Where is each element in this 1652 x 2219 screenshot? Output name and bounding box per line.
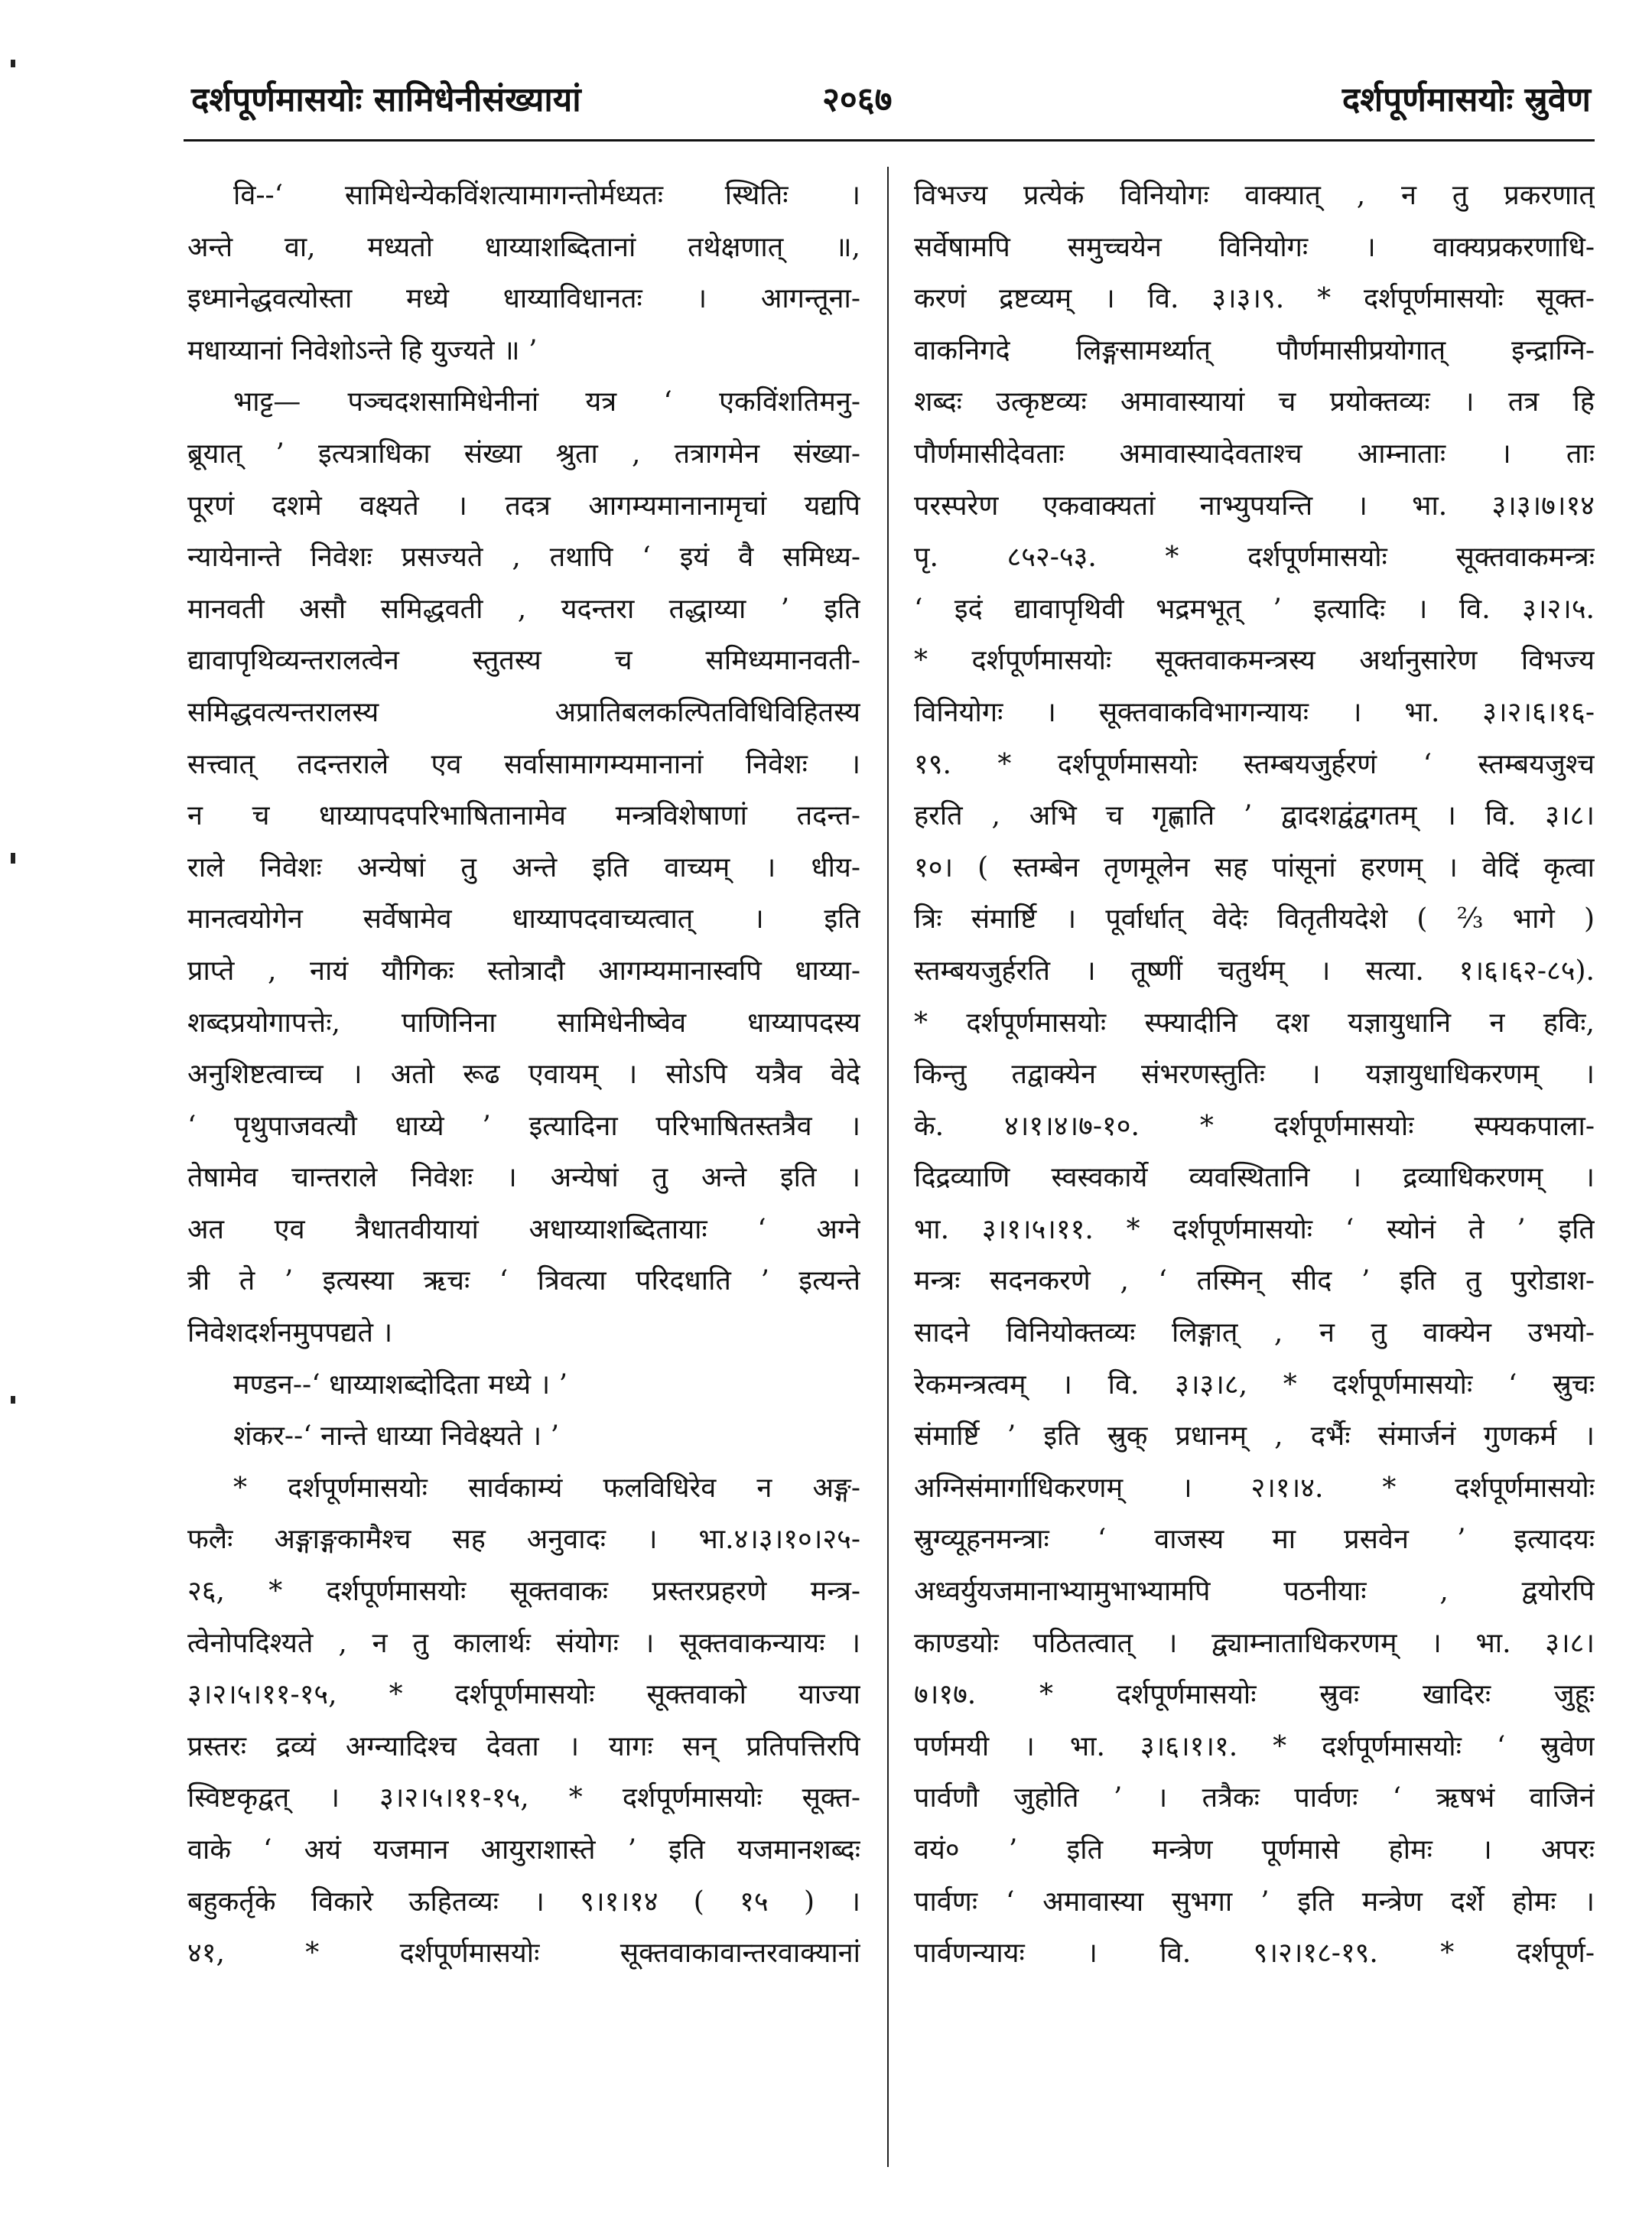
text-line: करणं द्रष्टव्यम् । वि. ३।३।९. * दर्शपूर्णमासयोः सूक्त- — [914, 283, 1595, 315]
header-rule — [184, 139, 1595, 142]
margin-speck — [11, 853, 15, 864]
text-line: स्विष्टकृद्वत् । ३।२।५।११-१५, * दर्शपूर्णमासयोः सूक्त- — [187, 1782, 860, 1814]
text-line: स्तम्बयजुर्हरति । तूष्णीं चतुर्थम् । सत्या. १।६।६२-८५). — [914, 955, 1595, 987]
text-line: वाके ‘ अयं यजमान आयुराशास्ते ’ इति यजमानशब्दः — [187, 1834, 860, 1866]
text-line: परस्परेण एकवाक्यतां नाभ्युपयन्ति । भा. ३।३।७।१४ — [914, 490, 1595, 522]
text-line: हरति , अभि च गृह्णाति ’ द्वादशद्वंद्वगतम् । वि. ३।८। — [914, 800, 1595, 832]
text-line: रेकमन्त्रत्वम् । वि. ३।३।८, * दर्शपूर्णमासयोः ‘ स्रुचः — [914, 1368, 1595, 1401]
text-line: सर्वेषामपि समुच्चयेन विनियोगः । वाक्यप्रकरणाधि- — [914, 231, 1595, 263]
header-left-title: दर्शपूर्णमासयोः सामिधेनीसंख्यायां — [191, 80, 581, 119]
text-line: अग्निसंमार्गाधिकरणम् । २।१।४. * दर्शपूर्णमासयोः — [914, 1472, 1595, 1504]
right-column — [914, 170, 1595, 1980]
text-line: शब्दप्रयोगापत्तेः, पाणिनिना सामिधेनीष्वेव धाय्यापदस्य — [187, 1007, 860, 1039]
header-right-title: दर्शपूर्णमासयोः स्रुवेण — [1341, 80, 1591, 119]
text-line: काण्डयोः पठितत्वात् । द्व्याम्नाताधिकरणम् । भा. ३।८। — [914, 1627, 1595, 1659]
text-line: वयं० ’ इति मन्त्रेण पूर्णमासे होमः । अपरः — [914, 1834, 1595, 1866]
text-line: मानवती असौ समिद्धवती , यदन्तरा तद्धाय्या ’ इति — [187, 593, 860, 625]
text-line: ७।१७. * दर्शपूर्णमासयोः स्रुवः खादिरः जुहूः — [914, 1679, 1595, 1711]
column-divider — [887, 167, 889, 2167]
text-line: ‘ इदं द्यावापृथिवी भद्रमभूत् ’ इत्यादिः । वि. ३।२।५. — [914, 593, 1595, 625]
text-line: अनुशिष्टत्वाच्च । अतो रूढ एवायम् । सोऽपि यत्रैव वेदे — [187, 1059, 860, 1091]
text-line: पौर्णमासीदेवताः अमावास्यादेवताश्च आम्नाताः । ताः — [914, 438, 1595, 470]
text-line: पार्वणः ‘ अमावास्या सुभगा ’ इति मन्त्रेण दर्शे होमः । — [914, 1885, 1595, 1918]
text-line: पार्वणौ जुहोति ’ । तत्रैकः पार्वणः ‘ ऋषभं वाजिनं — [914, 1782, 1595, 1814]
margin-speck — [11, 60, 15, 67]
text-line: त्री ते ’ इत्यस्या ऋचः ‘ त्रिवत्या परिदधाति ’ इत्यन्ते — [187, 1265, 860, 1297]
text-line: अन्ते वा, मध्यतो धाय्याशब्दितानां तथेक्षणात् ॥, — [187, 231, 860, 263]
text-line: * दर्शपूर्णमासयोः स्फ्यादीनि दश यज्ञायुधानि न हविः, — [914, 1007, 1595, 1039]
text-line: * दर्शपूर्णमासयोः सूक्तवाकमन्त्रस्य अर्थानुसारेण विभज्य — [914, 645, 1595, 677]
text-line: बहुकर्तृके विकारे ऊहितव्यः । ९।१।१४ ( १५ ) । — [187, 1885, 860, 1918]
text-line: दिद्रव्याणि स्वस्वकार्ये व्यवस्थितानि । द्रव्याधिकरणम् । — [914, 1162, 1595, 1194]
text-line: संमार्ष्टि ’ इति स्रुक् प्रधानम् , दर्भैः संमार्जनं गुणकर्म । — [914, 1420, 1595, 1453]
text-line: पार्वणन्यायः । वि. ९।२।१८-१९. * दर्शपूर्ण- — [914, 1938, 1595, 1970]
text-line: निवेशदर्शनमुपपद्यते । — [187, 1317, 393, 1349]
text-line: वि--‘ सामिधेन्येकविंशत्यामागन्तोर्मध्यतः स्थितिः । — [233, 180, 860, 211]
text-line: भा. ३।१।५।११. * दर्शपूर्णमासयोः ‘ स्योनं ते ’ इति — [914, 1213, 1595, 1245]
text-line: मन्त्रः सदनकरणे , ‘ तस्मिन् सीद ’ इति तु पुरोडाश- — [914, 1265, 1595, 1297]
text-line: ३।२।५।११-१५, * दर्शपूर्णमासयोः सूक्तवाको याज्या — [187, 1679, 860, 1711]
text-line: इध्मानेद्धवत्योस्ता मध्ये धाय्याविधानतः । आगन्तूना- — [187, 283, 860, 315]
text-line: द्यावापृथिव्यन्तरालत्वेन स्तुतस्य च समिध्यमानवती- — [187, 645, 860, 677]
text-line: समिद्धवत्यन्तरालस्य अप्रातिबलकल्पितविधिविहितस्य — [187, 696, 860, 728]
running-header — [191, 75, 1591, 129]
text-line: त्वेनोपदिश्यते , न तु कालार्थः संयोगः । सूक्तवाकन्यायः । — [187, 1627, 860, 1659]
text-line: के. ४।१।४।७-१०. * दर्शपूर्णमासयोः स्फ्यकपाला- — [914, 1110, 1595, 1142]
text-line: किन्तु तद्वाक्येन संभरणस्तुतिः । यज्ञायुधाधिकरणम् । — [914, 1059, 1595, 1091]
text-line: सत्त्वात् तदन्तराले एव सर्वासामागम्यमानानां निवेशः । — [187, 748, 860, 780]
text-line: ‘ पृथुपाजवत्यौ धाय्ये ’ इत्यादिना परिभाषितस्तत्रैव । — [187, 1110, 860, 1142]
text-line: तेषामेव चान्तराले निवेशः । अन्येषां तु अन्ते इति । — [187, 1162, 860, 1194]
text-line: २६, * दर्शपूर्णमासयोः सूक्तवाकः प्रस्तरप्रहरणे मन्त्र- — [187, 1576, 860, 1608]
left-column — [187, 170, 860, 1980]
text-line: विभज्य प्रत्येकं विनियोगः वाक्यात् , न तु प्रकरणात् — [914, 180, 1595, 211]
margin-speck — [11, 1396, 15, 1404]
text-line: फलैः अङ्गाङ्गकामैश्च सह अनुवादः । भा.४।३।१०।२५- — [187, 1524, 860, 1556]
text-line: ४१, * दर्शपूर्णमासयोः सूक्तवाकावान्तरवाक्यानां — [187, 1938, 860, 1970]
text-line: शंकर--‘ नान्ते धाय्या निवेक्ष्यते । ’ — [233, 1420, 560, 1453]
text-line: न च धाय्यापदपरिभाषितानामेव मन्त्रविशेषाणां तदन्त- — [187, 800, 860, 832]
text-line: * दर्शपूर्णमासयोः सार्वकाम्यं फलविधिरेव न अङ्ग- — [233, 1472, 860, 1504]
text-line: मण्डन--‘ धाय्याशब्दोदिता मध्ये । ’ — [233, 1368, 568, 1401]
text-line: मानत्वयोगेन सर्वेषामेव धाय्यापदवाच्यत्वात् । इति — [187, 903, 860, 935]
text-line: भाट्ट— पञ्चदशसामिधेनीनां यत्र ‘ एकविंशतिमनु- — [233, 386, 860, 418]
text-line: स्रुग्व्यूहनमन्त्राः ‘ वाजस्य मा प्रसवेन ’ इत्यादयः — [914, 1524, 1595, 1556]
text-line: प्रस्तरः द्रव्यं अग्न्यादिश्च देवता । यागः सन् प्रतिपत्तिरपि — [187, 1730, 860, 1762]
text-line: पर्णमयी । भा. ३।६।१।१. * दर्शपूर्णमासयोः ‘ स्रुवेण — [914, 1730, 1595, 1762]
text-line: न्यायेनान्ते निवेशः प्रसज्यते , तथापि ‘ इयं वै समिध्य- — [187, 542, 860, 574]
text-line: १९. * दर्शपूर्णमासयोः स्तम्बयजुर्हरणं ‘ स्तम्बयजुश्च — [914, 748, 1595, 780]
text-line: वाकनिगदे लिङ्गसामर्थ्यात् पौर्णमासीप्रयोगात् इन्द्राग्नि- — [914, 334, 1595, 366]
text-line: अत एव त्रैधातवीयायां अधाय्याशब्दितायाः ‘ अग्ने — [187, 1213, 860, 1245]
text-line: ब्रूयात् ’ इत्यत्राधिका संख्या श्रुता , तत्रागमेन संख्या- — [187, 438, 860, 470]
text-line: सादने विनियोक्तव्यः लिङ्गात् , न तु वाक्येन उभयो- — [914, 1317, 1595, 1349]
text-line: विनियोगः । सूक्तवाकविभागन्यायः । भा. ३।२।६।१६- — [914, 696, 1595, 728]
text-line: अध्वर्युयजमानाभ्यामुभाभ्यामपि पठनीयाः , द्वयोरपि — [914, 1576, 1595, 1608]
text-line: पृ. ८५२-५३. * दर्शपूर्णमासयोः सूक्तवाकमन्त्रः — [914, 542, 1595, 574]
text-line: १०। ( स्तम्बेन तृणमूलेन सह पांसूनां हरणम् । वेदिं कृत्वा — [914, 851, 1595, 883]
text-line: त्रिः संमार्ष्टि । पूर्वार्धात् वेदेः वितृतीयदेशे ( ⅔ भागे ) — [914, 903, 1595, 935]
text-line: राले निवेशः अन्येषां तु अन्ते इति वाच्यम् । धीय- — [187, 851, 860, 883]
text-line: प्राप्ते , नायं यौगिकः स्तोत्रादौ आगम्यमानास्वपि धाय्या- — [187, 955, 860, 987]
page-number: २०६७ — [822, 80, 893, 119]
text-line: पूरणं दशमे वक्ष्यते । तदत्र आगम्यमानानामृचां यद्यपि — [187, 490, 860, 522]
text-line: शब्दः उत्कृष्टव्यः अमावास्यायां च प्रयोक्तव्यः । तत्र हि — [914, 386, 1595, 418]
text-line: मधाय्यानां निवेशोऽन्ते हि युज्यते ॥ ’ — [187, 334, 538, 366]
